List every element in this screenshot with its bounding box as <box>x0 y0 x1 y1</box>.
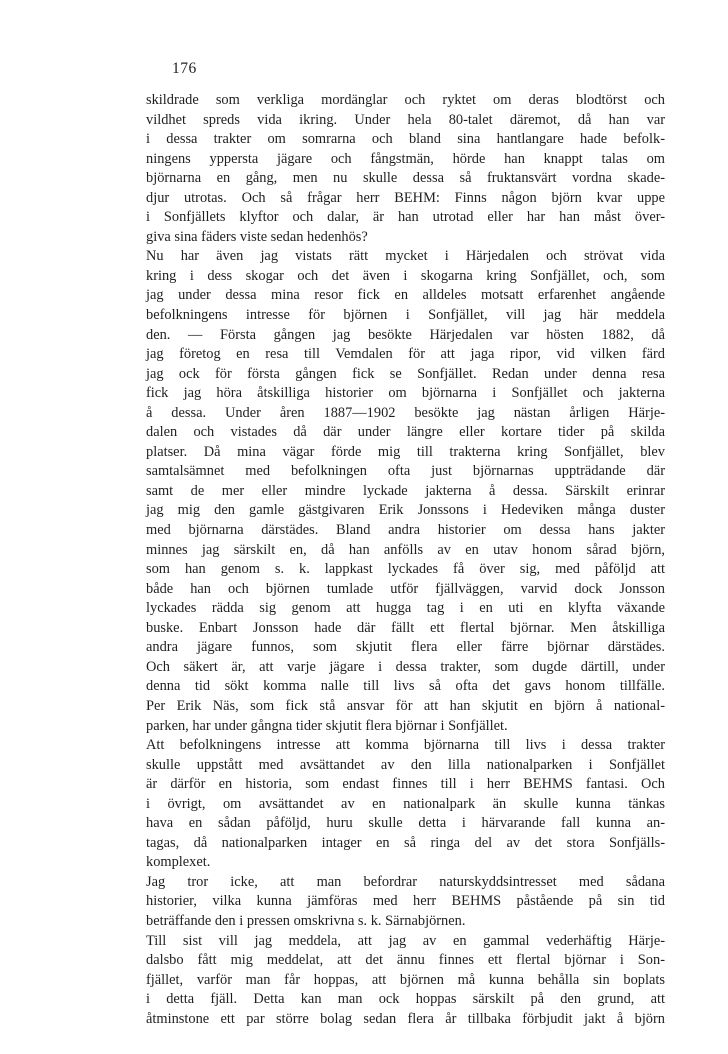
text-line: Att befolkningens intresse att komma björnarna till livs i dessa trakter <box>146 737 665 754</box>
text-line: giva sina fäders viste sedan hedenhös? <box>146 228 368 245</box>
text-line: dalen och vistades då där under längre eller kortare tider på skilda <box>146 424 665 441</box>
text-line: i dessa trakter om somrarna och bland sina hantlangare hade befolk- <box>146 131 665 148</box>
page-number: 176 <box>172 60 197 77</box>
text-line: dalsbo fått mig meddelat, att det ännu finnes ett flertal björnar i Son- <box>146 952 665 969</box>
text-line: Och säkert är, att varje jägare i dessa trakter, som dugde därtill, under <box>146 658 665 675</box>
text-line: hava en sådan påföljd, huru skulle detta i härvarande fall kunna an- <box>146 815 665 832</box>
text-line: parken, har under gångna tider skjutit flera björnar i Sonfjället. <box>146 717 508 734</box>
text-line: lyckades rädda sig genom att hugga tag i en uti en klyfta växande <box>146 600 665 617</box>
text-line: både han och björnen tumlade utför fjällväggen, varvid dock Jonsson <box>146 580 665 597</box>
text-line: fick jag höra åtskilliga historier om björnarna i Sonfjället och jakterna <box>146 385 665 402</box>
text-line: jag mig den gamle gästgivaren Erik Jonssons i Hedeviken många duster <box>146 502 665 519</box>
text-line: befolkningens intresse för björnen i Sonfjället, vill jag här meddela <box>146 307 665 324</box>
text-line: jag företog en resa till Vemdalen för att jaga ripor, vid vilken färd <box>146 346 665 363</box>
text-line: andra jägare funnos, som skjutit flera eller färre björnar därstädes. <box>146 639 665 656</box>
text-line: minnes jag särskilt en, då han anfölls av en utav honom sårad björn, <box>146 541 665 558</box>
text-line: beträffande den i pressen omskrivna s. k. Särnabjörnen. <box>146 912 466 929</box>
text-line: samtalsämnet med befolkningen ofta just björnarnas uppträdande där <box>146 463 665 480</box>
text-line: buske. Enbart Jonsson hade där fällt ett flertal björnar. Men åtskilliga <box>146 619 665 636</box>
text-line: fjället, varför man får hoppas, att björnen må kunna behålla sin boplats <box>146 971 665 988</box>
text-line: i Sonfjällets klyftor och dalar, är han utrotad eller har han måst över- <box>146 209 665 226</box>
text-line: i detta fjäll. Detta kan man ock hoppas särskilt på den grund, att <box>146 991 665 1008</box>
text-line: Jag tror icke, att man befordrar naturskyddsintresset med sådana <box>146 873 665 890</box>
text-line: åtminstone ett par större bolag sedan flera år tillbaka förbjudit jakt å björn <box>146 1010 665 1027</box>
text-line: skildrade som verkliga mordänglar och ryktet om deras blodtörst och <box>146 92 665 108</box>
text-line: historier, vilka kunna jämföras med herr BEHMS påstående på sin tid <box>146 893 665 910</box>
text-line: skulle uppstått med avsättandet av den lilla nationalparken i Sonfjället <box>146 756 665 773</box>
text-line: denna tid sökt komma nalle till livs så ofta det gavs honom tillfälle. <box>146 678 665 695</box>
text-line: som han genom s. k. lappkast lyckades få över sig, med påföljd att <box>146 561 665 578</box>
text-line: å dessa. Under åren 1887—1902 besökte jag nästan årligen Härje- <box>146 404 665 421</box>
text-line: i övrigt, om avsättandet av en nationalpark än skulle kunna tänkas <box>146 795 665 812</box>
text-line: vildhet spreds vida ikring. Under hela 80-talet däremot, då han var <box>146 111 665 128</box>
text-line: samt de mer eller mindre lyckade jakterna å dessa. Särskilt erinrar <box>146 482 665 499</box>
text-line: platser. Då mina vägar förde mig till trakterna kring Sonfjället, blev <box>146 443 665 460</box>
text-line: jag ock för första gången fick se Sonfjället. Redan under denna resa <box>146 365 665 382</box>
text-line: Per Erik Näs, som fick stå ansvar för att han skjutit en björn å national- <box>146 697 665 714</box>
body-text <box>146 91 665 1029</box>
text-line: med björnarna därstädes. Bland andra historier om dessa hans jakter <box>146 522 665 539</box>
text-line: jag under dessa mina resor fick en alldeles motsatt erfarenhet angående <box>146 287 665 304</box>
text-line: den. — Första gången jag besökte Härjedalen var hösten 1882, då <box>146 326 665 343</box>
text-line: är därför en historia, som endast finnes till i herr BEHMS fantasi. Och <box>146 776 665 793</box>
text-line: tagas, då nationalparken intager en så ringa del av det stora Sonfjälls- <box>146 834 665 851</box>
text-line: Till sist vill jag meddela, att jag av en gammal vederhäftig Härje- <box>146 932 665 949</box>
text-line: djur utrotas. Och så frågar herr BEHM: Finns någon björn kvar uppe <box>146 189 665 206</box>
text-line: ningens yppersta jägare och fångstmän, hörde han knappt talas om <box>146 150 665 167</box>
text-line: komplexet. <box>146 854 211 871</box>
text-line: björnarna en gång, men nu skulle dessa så fruktansvärt vordna skade- <box>146 170 665 187</box>
text-line: Nu har även jag vistats rätt mycket i Härjedalen och strövat vida <box>146 248 665 265</box>
text-line: kring i dess skogar och det även i skogarna kring Sonfjället, och, som <box>146 267 665 284</box>
